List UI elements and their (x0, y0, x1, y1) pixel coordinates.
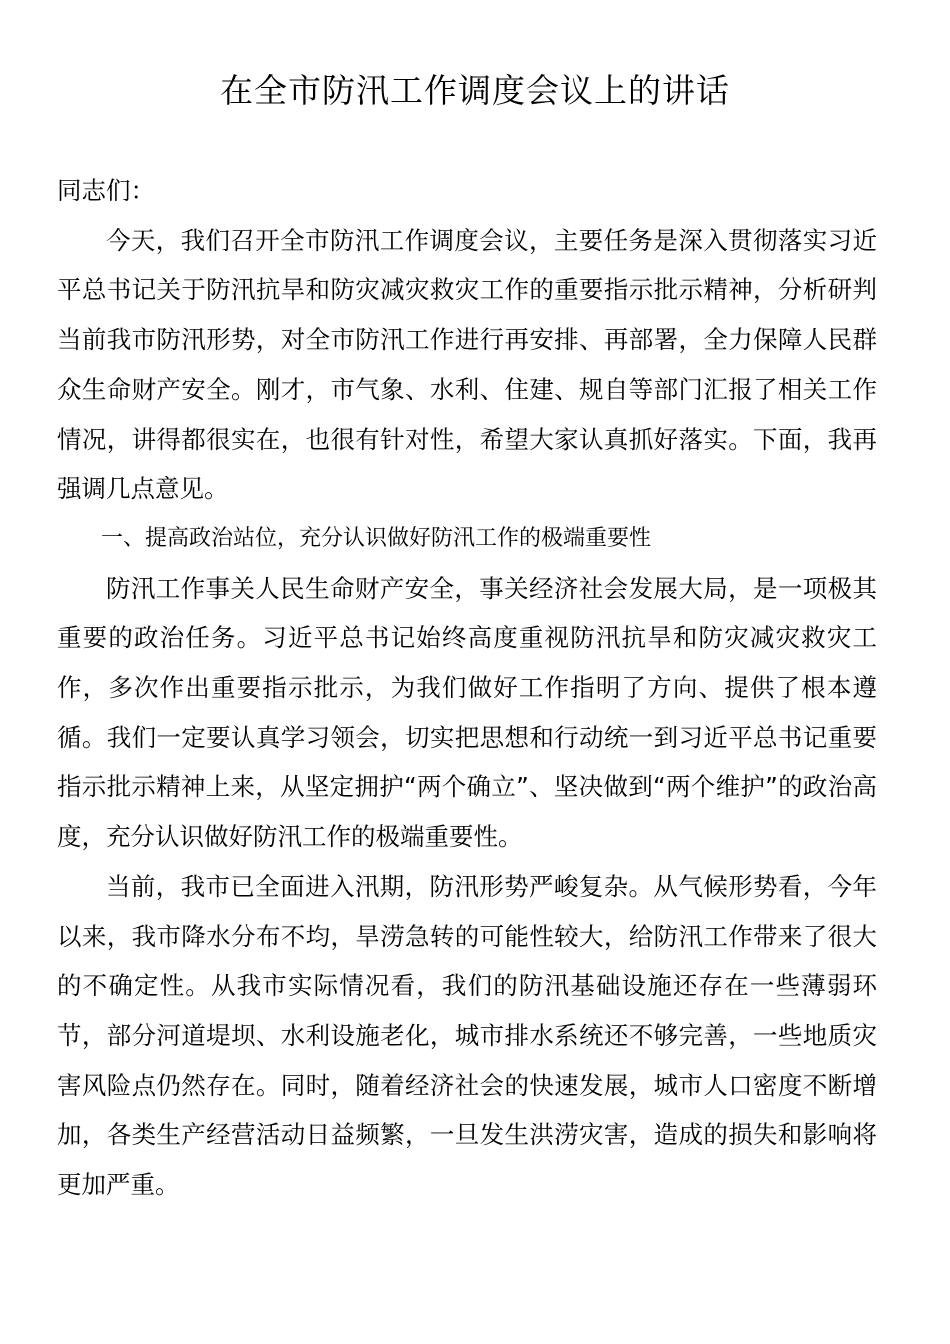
section-heading-1: 一、提高政治站位，充分认识做好防汛工作的极端重要性 (101, 525, 652, 551)
document-title: 在全市防汛工作调度会议上的讲话 (220, 71, 730, 110)
paragraph-current-situation: 当前，我市已全面进入汛期，防汛形势严峻复杂。从气候形势看，今年以来，我市降水分布不均，旱涝急转的可能性较大，给防汛工作带来了很大的不确定性。从我市实际情况看，我们的防汛基础设施还存在一些薄弱环节，部分河道堤坝、水利设施老化，城市排水系统还不够完善，一些地质灾害风险点仍然存在。同时，随着经济社会的快速发展，城市人口密度不断增加，各类生产经营活动日益频繁，一旦发生洪涝灾害，造成的损失和影响将更加严重。 (57, 871, 877, 1200)
document-body (57, 166, 877, 1210)
paragraph-political-importance: 防汛工作事关人民生命财产安全，事关经济社会发展大局，是一项极其重要的政治任务。习近平总书记始终高度重视防汛抗旱和防灾减灾救灾工作，多次作出重要指示批示，为我们做好工作指明了方向、提供了根本遵循。我们一定要认真学习领会，切实把思想和行动统一到习近平总书记重要指示批示精神上来，从坚定拥护“两个确立”、坚决做到“两个维护”的政治高度，充分认识做好防汛工作的极端重要性。 (57, 573, 877, 852)
greeting: 同志们： (57, 176, 155, 205)
paragraph-opening: 今天，我们召开全市防汛工作调度会议，主要任务是深入贯彻落实习近平总书记关于防汛抗旱和防灾减灾救灾工作的重要指示批示精神，分析研判当前我市防汛形势，对全市防汛工作进行再安排、再部署，全力保障人民群众生命财产安全。刚才，市气象、水利、住建、规自等部门汇报了相关工作情况，讲得都很实在，也很有针对性，希望大家认真抓好落实。下面，我再强调几点意见。 (57, 225, 877, 504)
